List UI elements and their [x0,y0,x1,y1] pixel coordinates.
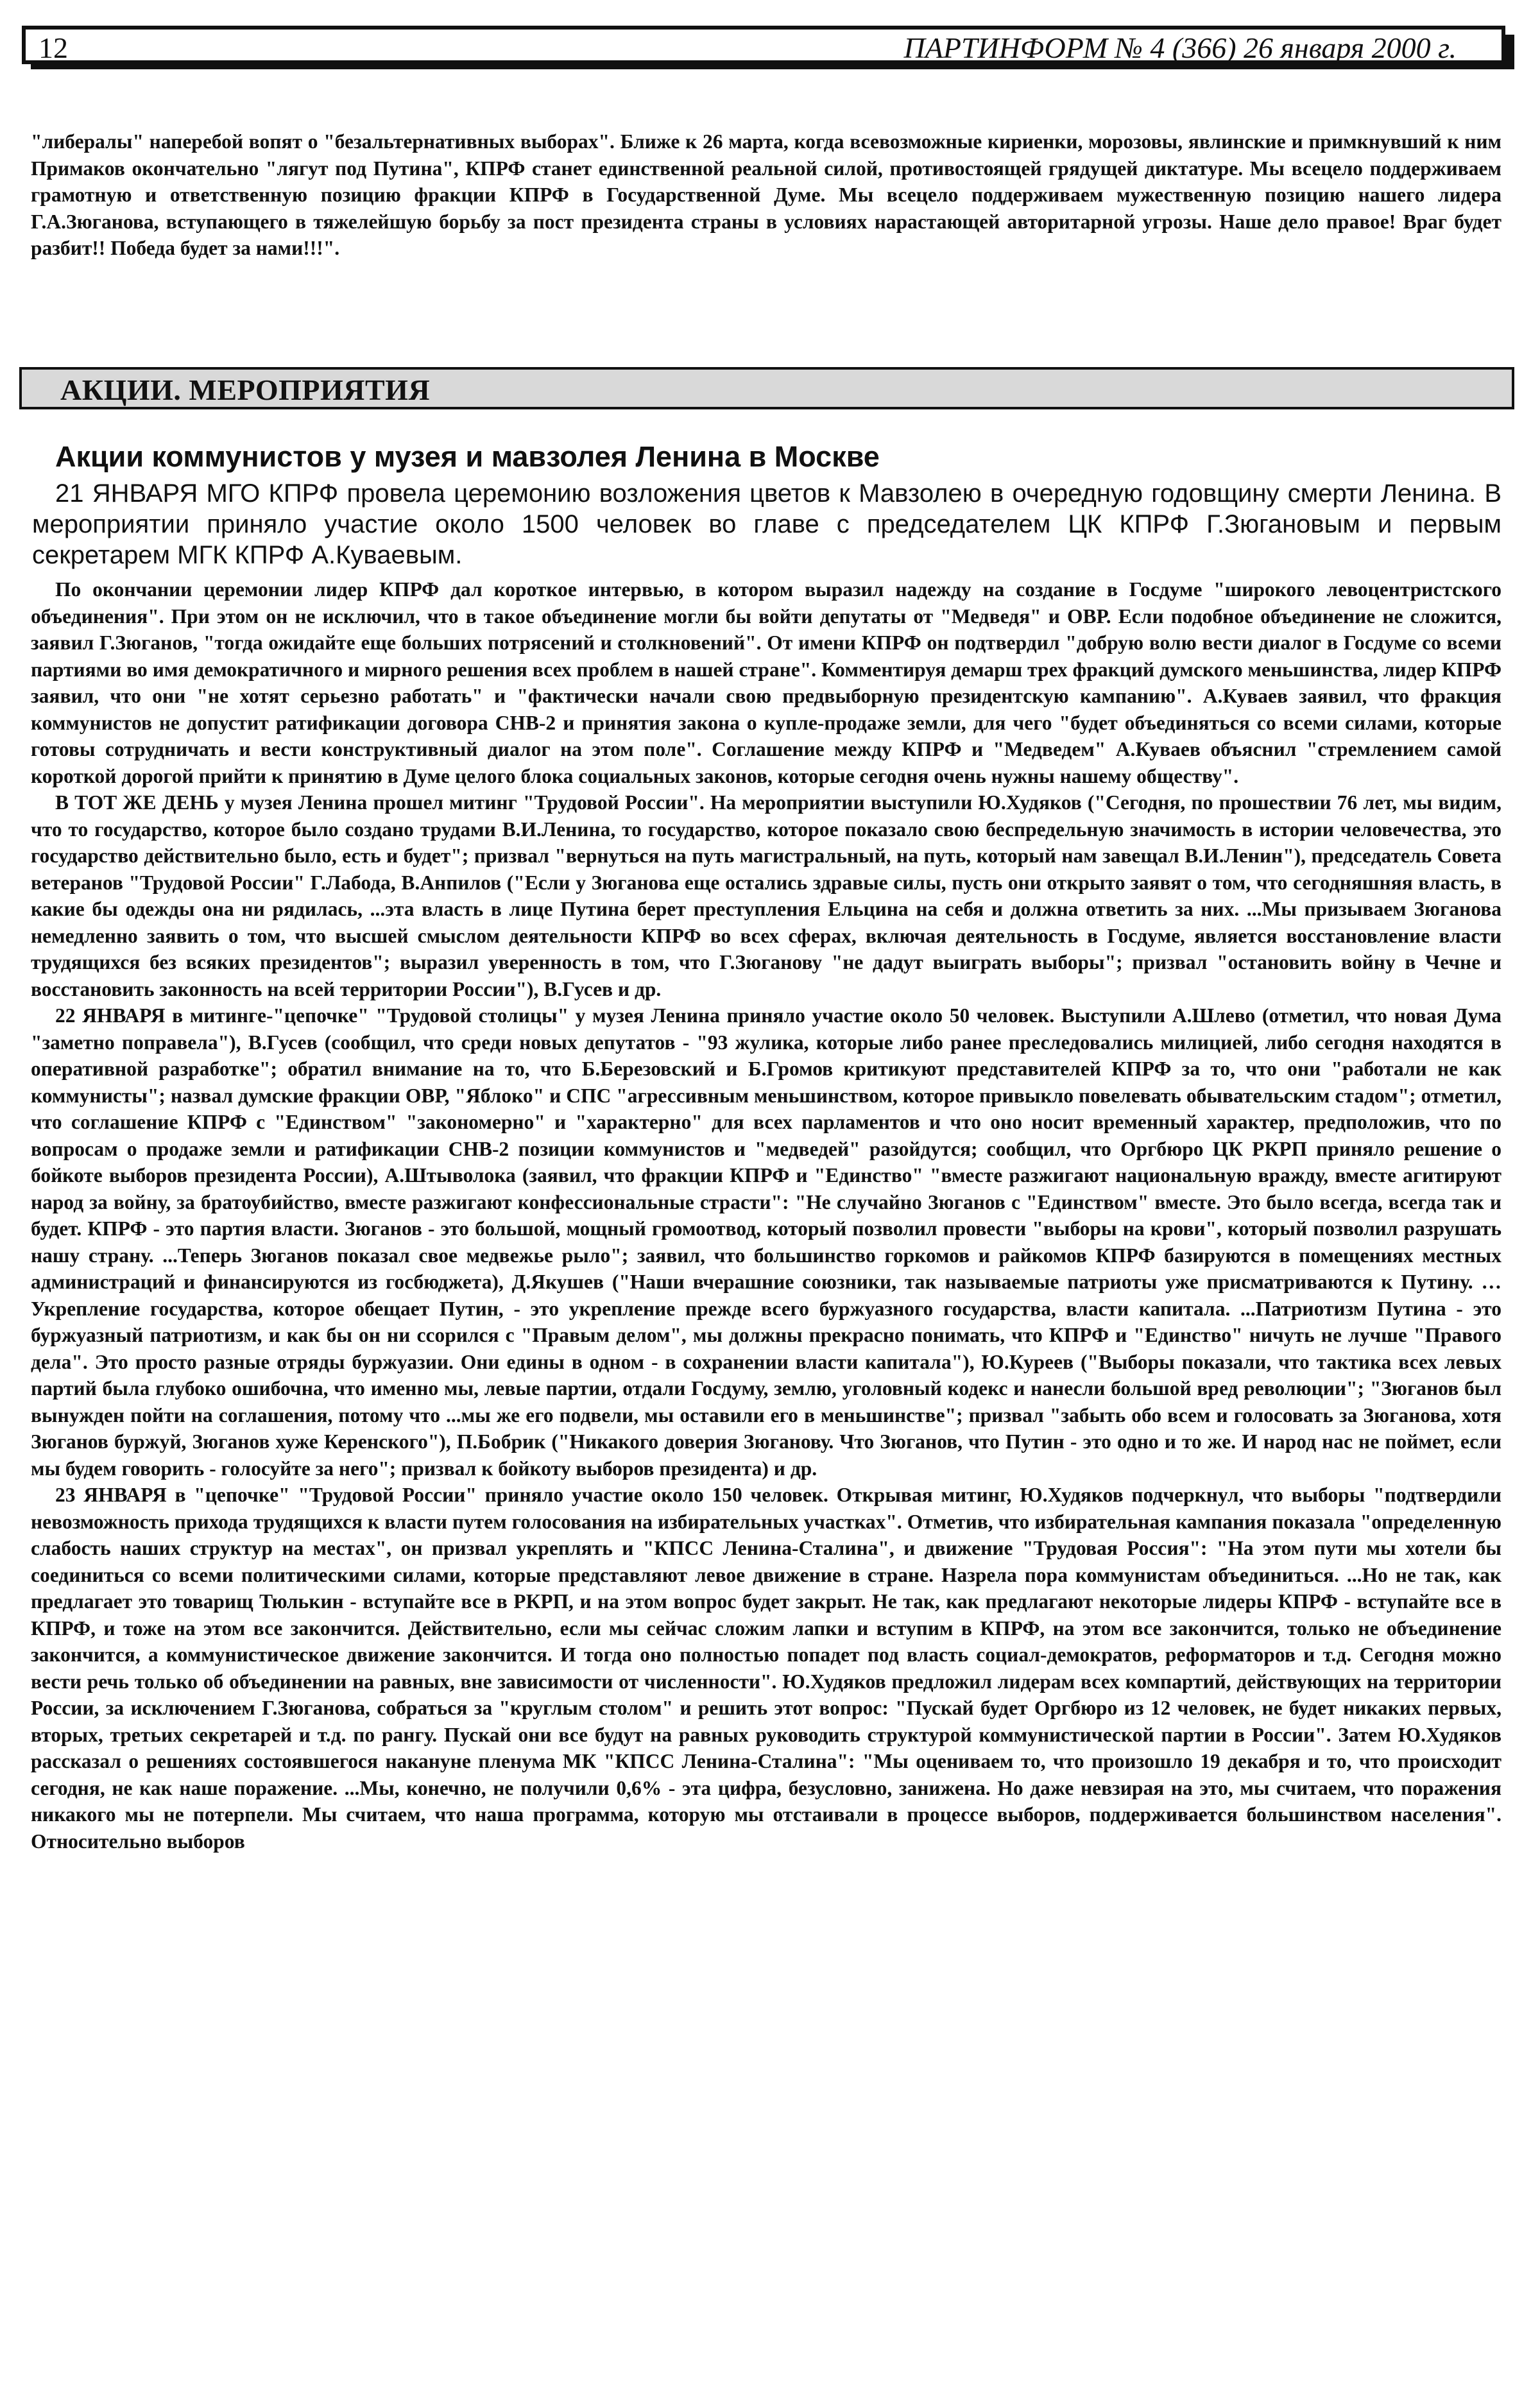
article-paragraph: 22 ЯНВАРЯ в митинге-"цепочке" "Трудовой столицы" у музея Ленина приняло участие около 50 человек. Выступили А.Шлево (отметил, что новая Дума "заметно поправела"), В.Гусев (сообщил, что среди новых депутатов - "93 жулика, которые либо ранее преследовались милицией, либо сегодня находятся в оперативной разработке"; обратил внимание на то, что Б.Березовский и Б.Громов критикуют представителей КПРФ за то, что они "работали не как коммунисты"; назвал думские фракции ОВР, "Яблоко" и СПС "агрессивным меньшинством, которое привыкло повелевать обывательским стадом"; отметил, что соглашение КПРФ с "Единством" "закономерно" и "характерно" для всех парламентов и что оно носит временный характер, предположив, что по вопросам о продаже земли и ратификации СНВ-2 позиции коммунистов и "медведей" разойдутся; сообщил, что Оргбюро ЦК РКРП приняло решение о бойкоте выборов президента России), А.Штыволока (заявил, что фракции КПРФ и "Единство" "вместе разжигают национальную вражду, вместе агитируют народ за войну, за братоубийство, вместе разжигают конфессиональные страсти": "Не случайно Зюганов с "Единством" вместе. Это было всегда, всегда так и будет. КПРФ - это партия власти. Зюганов - это большой, мощный громоотвод, который позволил провести "выборы на крови", который позволил разрушать нашу страну. ...Теперь Зюганов показал свое медвежье рыло"; заявил, что большинство горкомов и райкомов КПРФ базируются в помещениях местных администраций и финансируются из госбюджета), Д.Якушев ("Наши вчерашние союзники, так называемые патриоты уже присматриваются к Путину. …Укрепление государства, которое обещает Путин, - это укрепление прежде всего буржуазного государства, власти капитала. ...Патриотизм Путина - это буржуазный патриотизм, и как бы он ни ссорился с "Правым делом", мы должны прекрасно понимать, что КПРФ и "Единство" ничуть не лучше "Правого дела". Это просто разные отряды буржуазии. Они едины в одном - в сохранении власти капитала"), Ю.Куреев ("Выборы показали, что тактика всех левых партий была глубоко ошибочна, что именно мы, левые партии, отдали Госдуму, землю, уголовный кодекс и нанесли большой вред революции"; "Зюганов был вынужден пойти на соглашения, потому что ...мы же его подвели, мы оставили его в меньшинстве"; призвал "забыть обо всем и голосовать за Зюганова, хотя Зюганов буржуй, Зюганов хуже Керенского"), П.Бобрик ("Никакого доверия Зюганову. Что Зюганов, что Путин - это одно и то же. И народ нас не поймет, если мы будем говорить - голосуйте за него"; призвал к бойкоту выборов президента) и др. [31,1004,1502,1480]
article-paragraph: В ТОТ ЖЕ ДЕНЬ у музея Ленина прошел митинг "Трудовой России". На мероприятии выступили Ю.Худяков ("Сегодня, по прошествии 76 лет, мы видим, что то государство, которое было создано трудами В.И.Ленина, то государство, которое показало свою беспредельную значимость в истории человечества, это государство действительно было, есть и будет"; призвал "вернуться на путь магистральный, на путь, который нам завещал В.И.Ленин"), председатель Совета ветеранов "Трудовой России" Г.Лабода, В.Анпилов ("Если у Зюганова еще остались здравые силы, пусть они открыто заявят о том, что сегодняшняя власть, в какие бы одежды она ни рядилась, ...эта власть в лице Путина берет преступления Ельцина на себя и должна ответить за них. ...Мы призываем Зюганова немедленно заявить о том, что высшей смыслом деятельности КПРФ во всех сферах, включая деятельность в Госдуме, является восстановление власти трудящихся без всяких президентов"; выразил уверенность в том, что Г.Зюганову "не дадут выиграть выборы"; призвал "остановить войну в Чечне и восстановить законность на всей территории России"), В.Гусев и др. [31,791,1502,1000]
intro-text [31,128,1502,262]
issue-title: ПАРТИНФОРМ № 4 (366) 26 января 2000 г. [903,31,1457,64]
section-heading [19,367,1514,409]
intro-paragraph: "либералы" наперебой вопят о "безальтернативных выборах". Ближе к 26 марта, когда всевозможные кириенки, морозовы, явлинские и примкнувший к ним Примаков окончательно "лягут под Путина", КПРФ станет единственной реальной силой, противостоящей грядущей диктатуре. Мы всецело поддерживаем грамотную и ответственную позицию фракции КПРФ в Государственной Думе. Мы всецело поддерживаем мужественную позицию нашего лидера Г.А.Зюганова, вступающего в тяжелейшую борьбу за пост президента страны в условиях нарастающей авторитарной угрозы. Наше дело правое! Враг будет разбит!! Победа будет за нами!!!". [31,130,1502,259]
header-shadow-right [1505,35,1514,69]
page-number: 12 [38,31,68,64]
section-title: АКЦИИ. МЕРОПРИЯТИЯ [60,373,431,406]
article-lead: 21 ЯНВАРЯ МГО КПРФ провела церемонию возложения цветов к Мавзолею в очередную годовщину смерти Ленина. В мероприятии приняло участие около 1500 человек во главе с председателем ЦК КПРФ Г.Зюгановым и первым секретарем МГК КПРФ А.Куваевым. [32,479,1502,569]
running-header [22,26,1505,64]
article-body [31,576,1502,1855]
article-paragraph: По окончании церемонии лидер КПРФ дал короткое интервью, в котором выразил надежду на создание в Госдуме "широкого левоцентристского объединения". При этом он не исключил, что в такое объединение могли бы войти депутаты от "Медведя" и ОВР. Если подобное объединение не сложится, заявил Г.Зюганов, "тогда ожидайте еще больших потрясений и столкновений". От имени КПРФ он подтвердил "добрую волю вести диалог в Госдуме со всеми партиями во имя демократичного и мирного решения всех проблем в нашей стране". Комментируя демарш трех фракций думского меньшинства, лидер КПРФ заявил, что они "не хотят серьезно работать" и "фактически начали свою предвыборную президентскую кампанию". А.Куваев заявил, что фракция коммунистов не допустит ратификации договора СНВ-2 и принятия закона о купле-продаже земли, для чего "будет объединяться со всеми силами, которые готовы сотрудничать и вести конструктивный диалог на этом поле". Соглашение между КПРФ и "Медведем" А.Куваев объяснил "стремлением самой короткой дорогой прийти к принятию в Думе целого блока социальных законов, которые сегодня очень нужны нашему обществу". [31,578,1502,787]
header-shadow [31,64,1514,69]
article-title: Акции коммунистов у музея и мавзолея Ленина в Москве [55,440,880,473]
article-paragraph: 23 ЯНВАРЯ в "цепочке" "Трудовой России" приняло участие около 150 человек. Открывая митинг, Ю.Худяков подчеркнул, что выборы "подтвердили невозможность прихода трудящихся к власти путем голосования на избирательных участках". Отметив, что избирательная кампания показала "определенную слабость наших структур на местах", он призвал укреплять и "КПСС Ленина-Сталина", и движение "Трудовая Россия": "На этом пути мы хотели бы соединиться со всеми политическими силами, которые представляют левое движение в стране. Назрела пора коммунистам объединиться. ...Но не так, как предлагает это товарищ Тюлькин - вступайте все в РКРП, и на этом вопрос будет закрыт. Не так, как предлагают некоторые лидеры КПРФ - вступайте все в КПРФ, и тоже на этом все закончится. Действительно, если мы сейчас сложим лапки и вступим в КПРФ, на этом все закончится, только не объединение закончится, а коммунистическое движение закончится. И тогда оно полностью попадет под власть социал-демократов, реформаторов и т.д. Сегодня можно вести речь только об объединении на равных, вне зависимости от численности". Ю.Худяков предложил лидерам всех компартий, действующих на территории России, за исключением Г.Зюганова, собраться за "круглым столом" и решить этот вопрос: "Пускай будет Оргбюро из 12 человек, не будет никаких первых, вторых, третьих секретарей и т.д. по рангу. Пускай они все будут на равных руководить структурой коммунистической партии в России". Затем Ю.Худяков рассказал о решениях состоявшегося накануне пленума МК "КПСС Ленина-Сталина": "Мы оцениваем то, что произошло 19 декабря и то, что происходит сегодня, не как наше поражение. ...Мы, конечно, не получили 0,6% - эта цифра, безусловно, занижена. Но даже невзирая на это, мы считаем, что поражения никакого мы не потерпели. Мы считаем, что наша программа, которую мы отстаивали в процессе выборов, поддерживается большинством населения". Относительно выборов [31,1484,1502,1853]
